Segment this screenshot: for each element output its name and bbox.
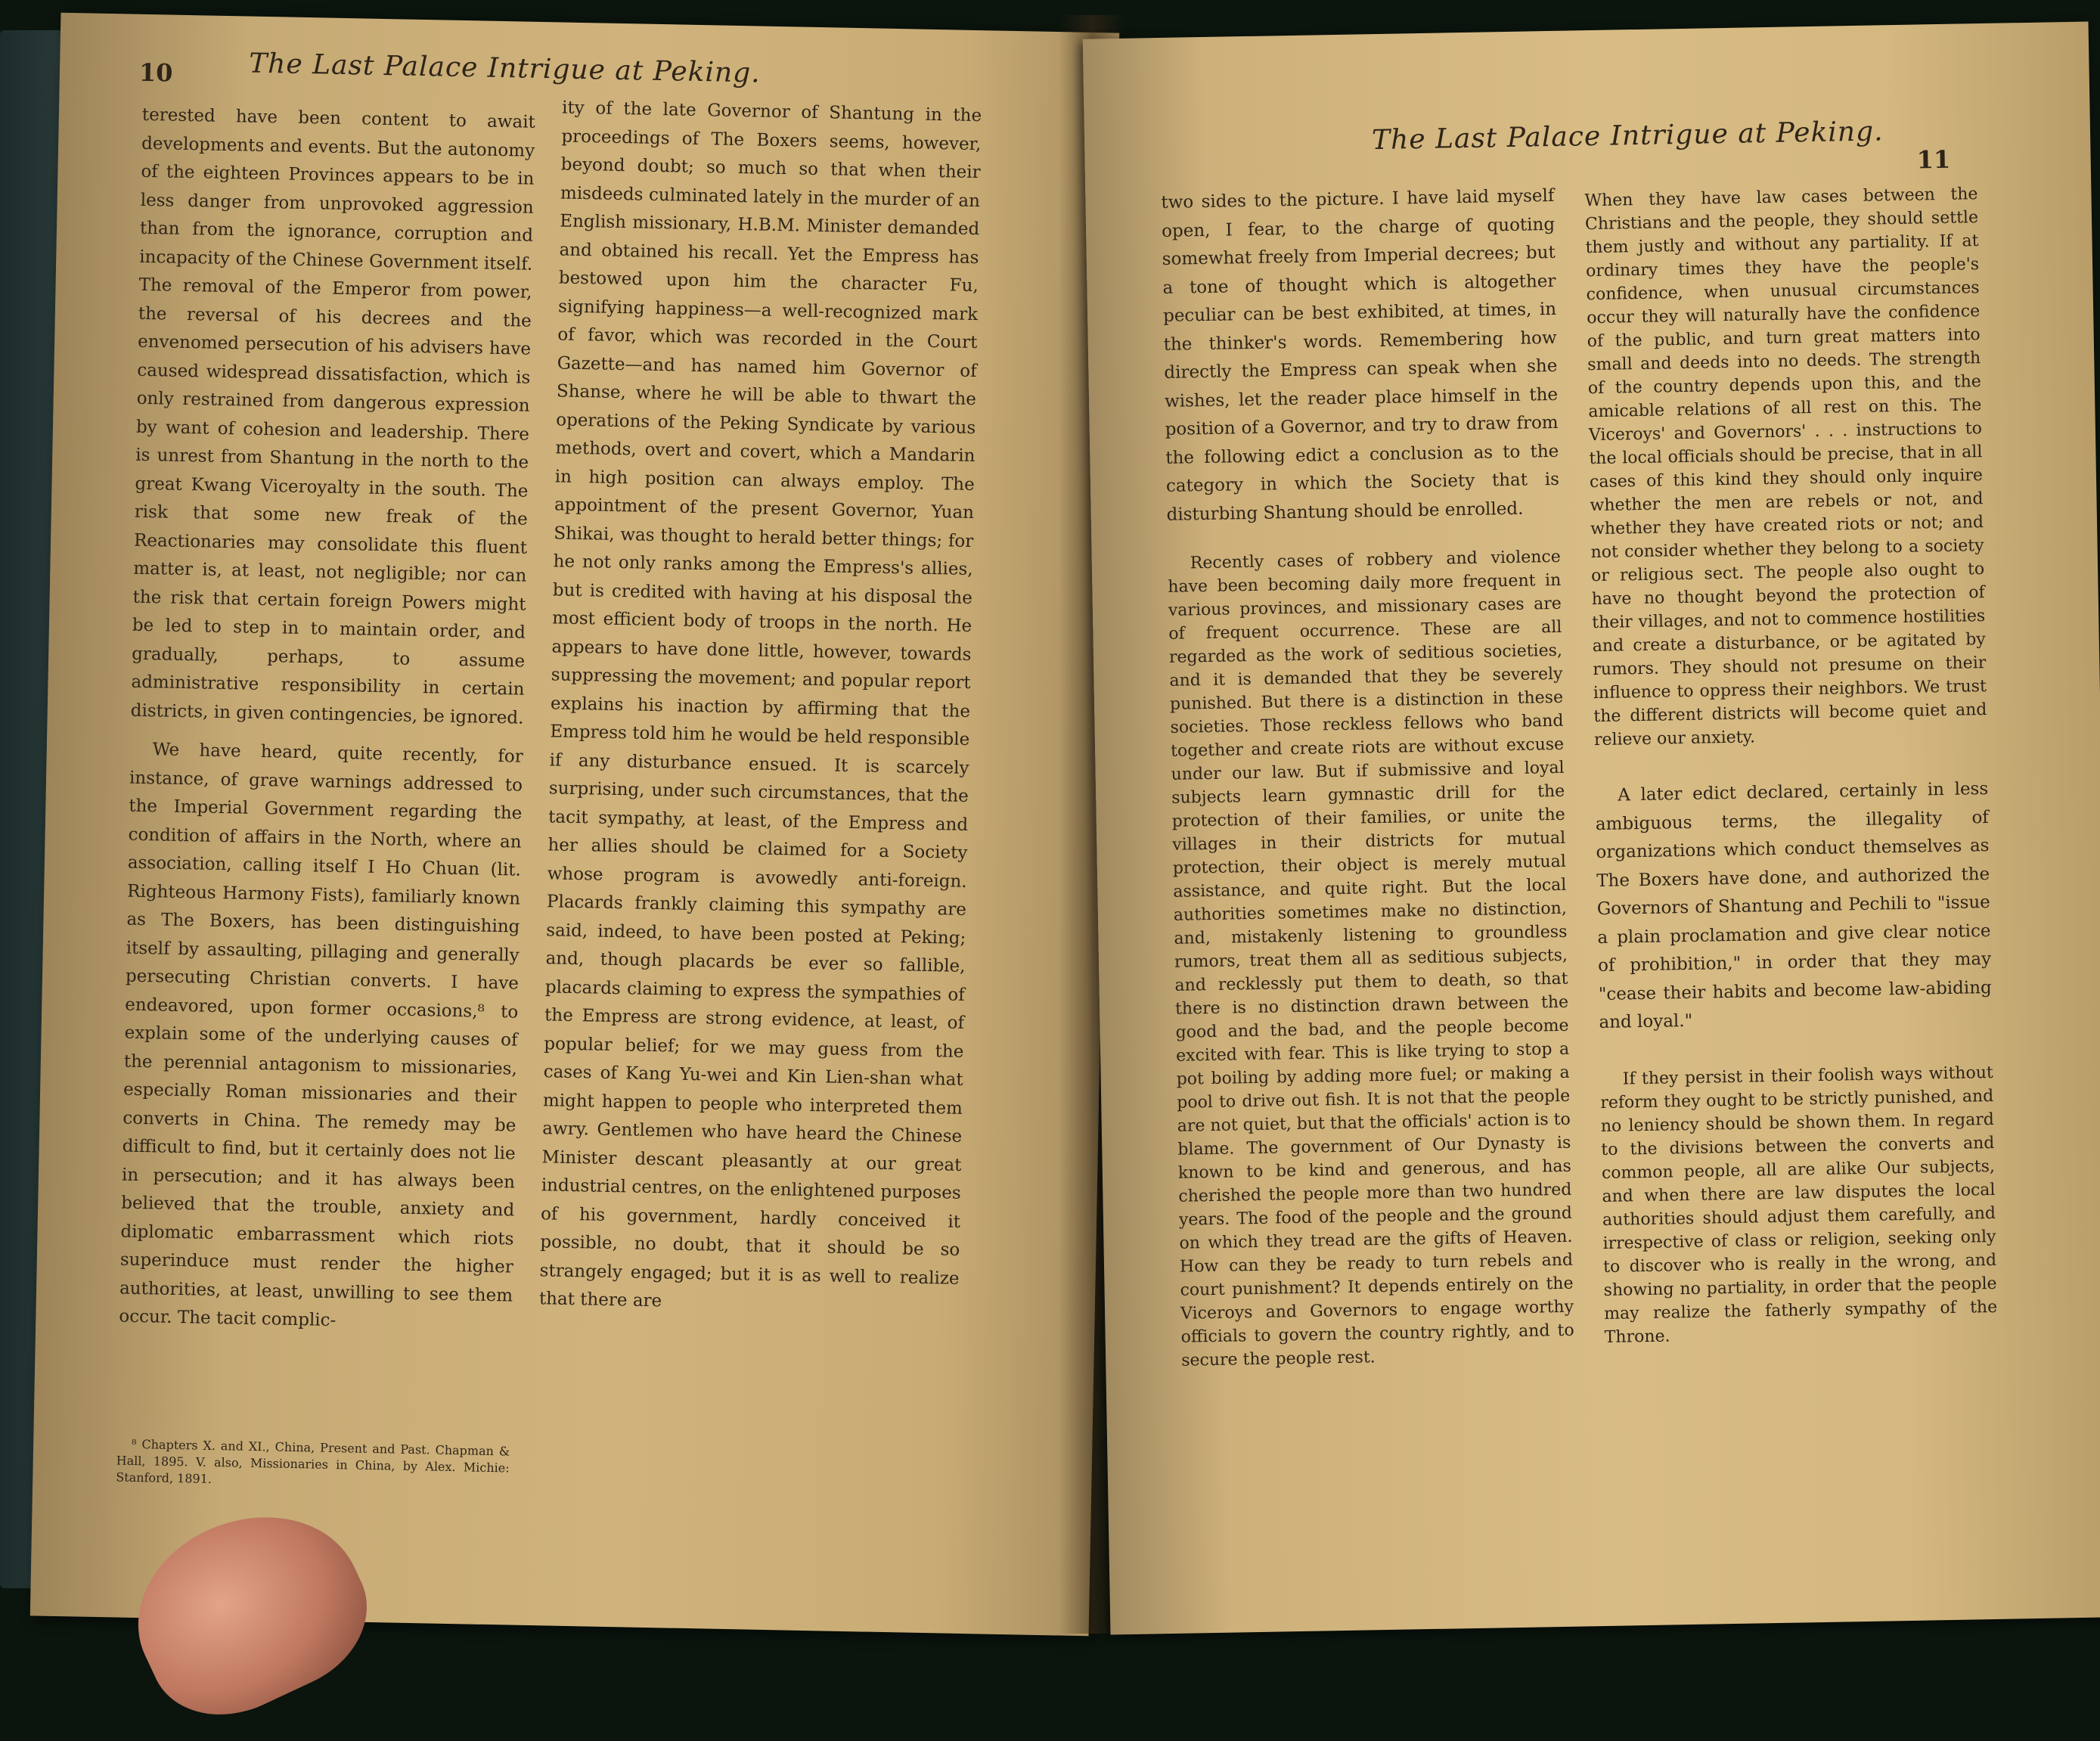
right-page xyxy=(1083,22,2100,1635)
edict-paragraph: When they have law cases between the Christians and the people, they should settle them justly and without any partiality. If at ordinary times they have the people's confidence, when unusual circumstances occur they will naturally have the confidence of the public, and turn great matters into small and deeds into no deeds. The strength of the country depends upon this, and the amicable relations of all rest on this. The Viceroys' and Governors' . . . instructions to the local officials should be precise, that in all cases of this kind they should only inquire whether the men are rebels or not, and whether they have created riots or not; and not consider whether they belong to a society or religious sect. The people also ought to have no thought beyond the protection of their villages, and not to commence hostilities and create a disturbance, or be agitated by rumors. They should not presume on their influence to oppress their neighbors. We trust the different districts will become quiet and relieve our anxiety. xyxy=(1584,185,1987,750)
paragraph: ity of the late Governor of Shantung in the proceedings of The Boxers seems, however, beyond doubt; so much so that when their misdeeds culminated lately in the murder of an English missionary, H.B.M. Minister demanded and obtained his recall. Yet the Empress has bestowed upon him the character Fu, signifying happiness—a well-recognized mark of favor, which was recorded in the Court Gazette—and has named him Governor of Shanse, where he will be able to thwart the operations of the Peking Syndicate by various methods, overt and covert, which a Mandarin in high position can always employ. The appointment of the present Governor, Yuan Shikai, was thought to herald better things; for he not only ranks among the Empress's allies, but is credited with having at his disposal the most efficient body of troops in the north. He appears to have done little, however, towards suppressing the movement; and popular report explains his inaction by affirming that the Empress told him he would be held responsible if any disturbance ensued. It is scarcely surprising, under such circumstances, that the tacit sympathy, at least, of the Empress and her allies should be claimed for a Society whose program is avowedly anti-foreign. Placards frankly claiming this sympathy are said, indeed, to have been posted at Peking; and, though placards be ever so fallible, placards claiming to express the sympathies of the Empress are strong evidence, at least, of popular belief; for we may guess from the cases of Kang Yu-wei and Kin Lien-shan what might happen to people who interpreted them awry. Gentlemen who have heard the Chinese Minister descant pleasantly at our great industrial centres, on the enlightened purposes of his government, hardly conceived it possible, no doubt, that it should be so strangely engaged; but it is as well to realize that there are xyxy=(538,98,982,1311)
paragraph: terested have been content to await developments and events. But the autonomy of the eighteen Provinces appears to be in less danger from unprovoked aggression than from the ignorance, corruption and incapacity of the Chinese Government itself. The removal of the Emperor from power, the reversal of his decrees and the envenomed persecution of his advisers have caused widespread dissatisfaction, which is only restrained from dangerous expression by want of cohesion and leadership. There is unrest from Shantung in the north to the great Kwang Viceroyalty in the south. The risk that some new freak of the Reactionaries may consolidate this fluent matter is, at least, not negligible; nor can the risk that certain foreign Powers might be led to step in to maintain order, and gradually, perhaps, to assume administrative responsibility in certain districts, in given contingencies, be ignored. xyxy=(130,104,536,728)
left-page xyxy=(30,13,1119,1636)
right-page-column-2 xyxy=(1584,182,1998,1359)
paragraph: A later edict declared, certainly in less ambiguous terms, the illegality of organizations which conduct themselves as The Boxers have done, and authorized the Governors of Shantung and Pechili to "issue a plain proclamation and give clear notice of prohibition," in order that they may "cease their habits and become law-abiding and loyal." xyxy=(1595,779,1992,1033)
running-header-left: The Last Palace Intrigue at Peking. xyxy=(248,48,762,89)
running-header-right: The Last Palace Intrigue at Peking. xyxy=(1371,116,1884,157)
page-number-left: 10 xyxy=(138,57,173,88)
paragraph: We have heard, quite recently, for instance, of grave warnings addressed to the Imperial Government regarding the condition of affairs in the North, where an association, calling itself I Ho Chuan (lit. Righteous Harmony Fists), familiarly known as The Boxers, has been distinguishing itself by assaulting, pillaging and generally persecuting Christian converts. I have endeavored, upon former occasions,⁸ to explain some of the underlying causes of the perennial antagonism to missionaries, especially Roman missionaries and their converts in China. The remedy may be difficult to find, but it certainly does not lie in persecution; and it has always been believed that the trouble, anxiety and diplomatic embarrassment which riots superinduce must render the higher authorities, at least, unwilling to see them occur. The tacit complic- xyxy=(119,740,523,1331)
edict-paragraph: If they persist in their foolish ways without reform they ought to be strictly punished, and no leniency should be shown them. In regard to the divisions between the converts and common people, all are alike Our subjects, and when there are law disputes the local authorities should adjust them carefully, and irrespective of class or religion, seeking only to discover who is really in the wrong, and showing no partiality, in order that the people may realize the fatherly sympathy of the Throne. xyxy=(1600,1063,1998,1347)
left-page-column-2 xyxy=(538,95,982,1333)
page-number-right: 11 xyxy=(1916,144,1951,175)
footnote xyxy=(116,1436,510,1494)
paragraph: two sides to the picture. I have laid myself open, I fear, to the charge of quoting somewhat freely from Imperial decrees; but a tone of thought which is altogether peculiar can be best exhibited, at times, in the thinker's words. Remembering how directly the Empress can speak when she wishes, let the reader place himself in the position of a Governor, and try to draw from the following edict a conclusion as to the category in which the Society that is disturbing Shantung should be enrolled. xyxy=(1161,185,1560,525)
left-page-column-1 xyxy=(119,101,535,1349)
footnote-text: ⁸ Chapters X. and XI., China, Present and Past. Chapman & Hall, 1895. V. also, Missionaries in China, by Alex. Michie: Stanford, 1891. xyxy=(116,1436,510,1486)
edict-paragraph: Recently cases of robbery and violence have been becoming daily more frequent in various provinces, and missionary cases are of frequent occurrence. These are all regarded as the work of seditious societies, and it is demanded that they be severely punished. But there is a distinction in these societies. Those reckless fellows who band together and create riots are without excuse under our law. But if submissive and loyal subjects learn gymnastic drill for the protection of their families, or unite the villages in their districts for mutual protection, their object is merely mutual assistance, and quite right. But the local authorities sometimes make no distinction, and, mistakenly listening to groundless rumors, treat them all as seditious subjects, and recklessly put them to death, so that there is no distinction drawn between the good and the bad, and the people become excited with fear. This is like trying to stop a pot boiling by adding more fuel; or making a pool to drive out fish. It is not that the people are not quiet, but that the officials' action is to blame. The government of Our Dynasty is known to be kind and generous, and has cherished the people more than two hundred years. The food of the people and the ground on which they tread are the gifts of Heaven. How can they be ready to turn rebels and court punishment? It depends entirely on the Viceroys and Governors to engage worthy officials to govern the country rightly, and to secure the people rest. xyxy=(1168,547,1574,1370)
right-page-column-1 xyxy=(1161,182,1574,1383)
